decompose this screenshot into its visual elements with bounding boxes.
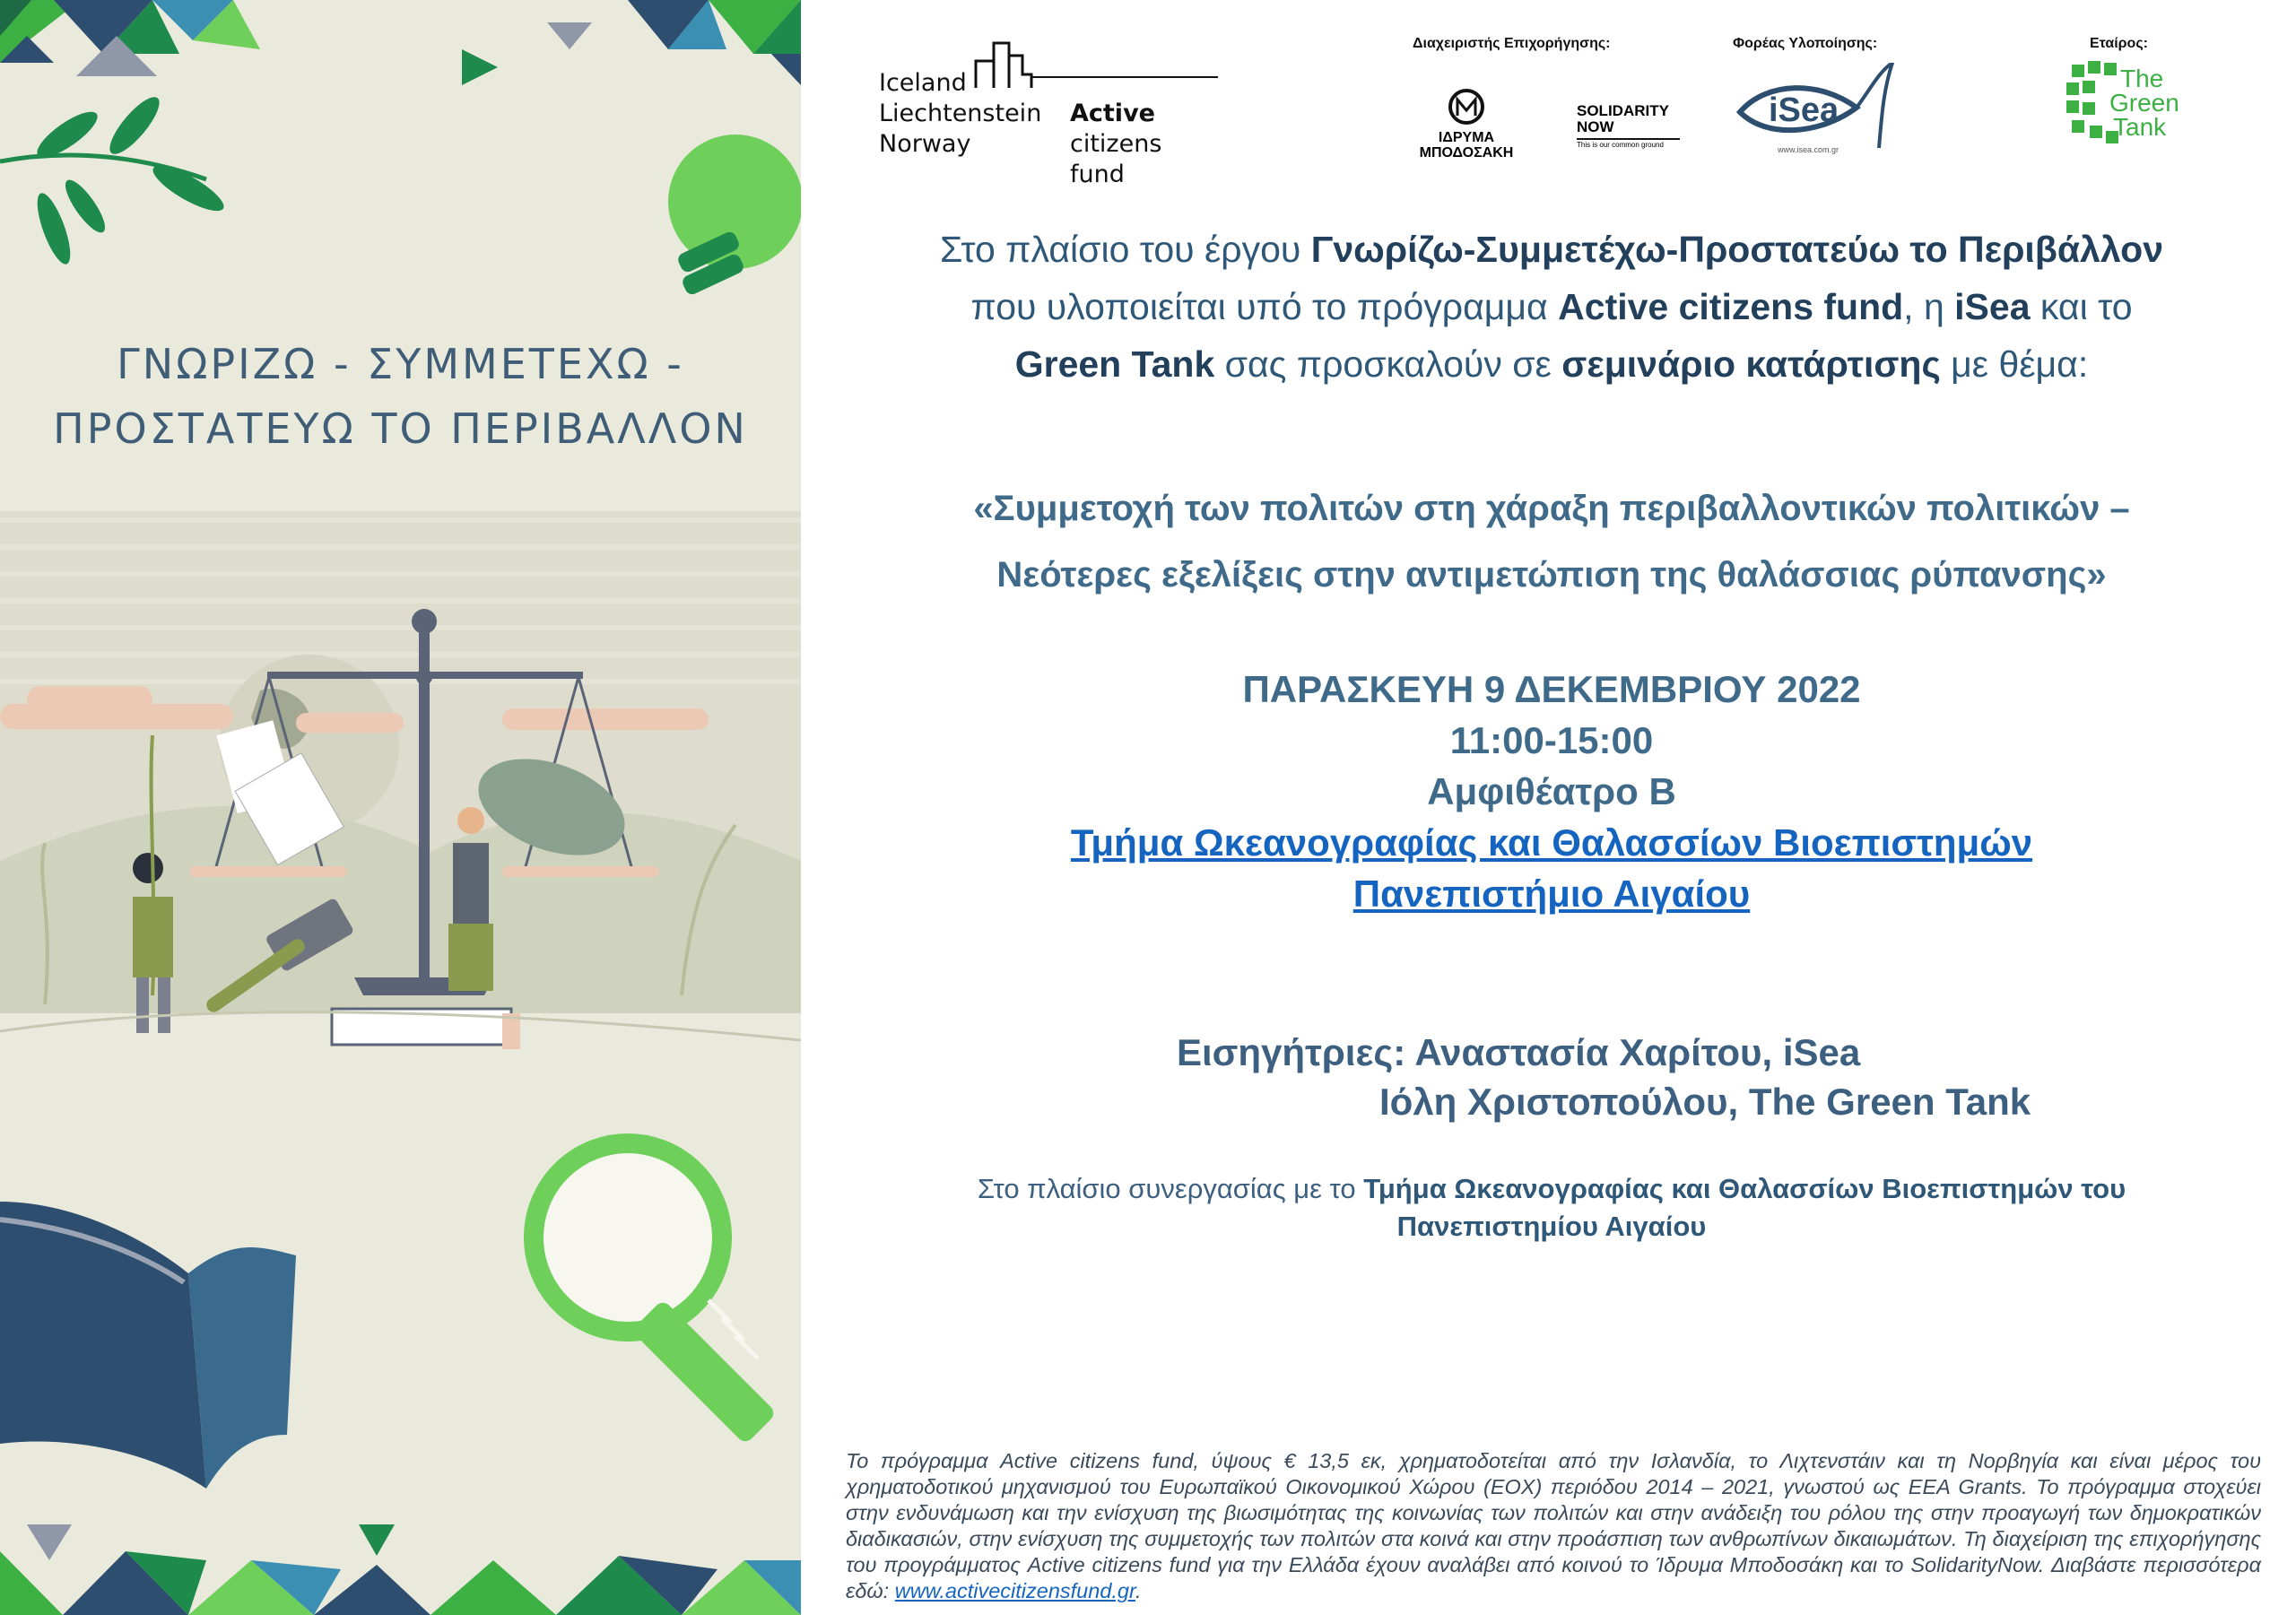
project-name: Γνωρίζω-Συμμετέχω-Προστατεύω το Περιβάλλον: [1310, 229, 2164, 270]
collaboration-note: [834, 1170, 2269, 1246]
green-tank-line2: Green: [2109, 89, 2179, 117]
environment-illustration: [0, 0, 801, 1615]
bodossaki-name: ΙΔΡΥΜΑ ΜΠΟΔΟΣΑΚΗ: [1419, 130, 1514, 161]
event-time: 11:00-15:00: [1449, 719, 1654, 761]
implementer-label: Φορέας Υλοποίησης:: [1733, 36, 1878, 51]
solidarity-line1: SOLIDARITY: [1577, 102, 1669, 119]
seminar-title: [834, 475, 2269, 608]
top-triangle-pattern: [0, 0, 801, 85]
collab-text: Στο πλαίσιο συνεργασίας με το: [977, 1173, 1364, 1204]
isea-inline-name: iSea: [1954, 286, 2031, 327]
intro-text-1: Στο πλαίσιο του έργου: [939, 229, 1311, 270]
seminar-title-line1: «Συμμετοχή των πολιτών στη χάραξη περιβαλλοντικών πολιτικών –: [973, 489, 2130, 528]
open-book-icon: [0, 1202, 296, 1489]
intro-text-5: σας προσκαλούν σε: [1214, 343, 1562, 385]
partner-label: Εταίρος:: [2090, 36, 2148, 51]
acf-country-iceland: Iceland: [879, 69, 967, 97]
university-link[interactable]: Πανεπιστήμιο Αιγαίου: [1352, 873, 1751, 915]
left-panel-title: [0, 332, 801, 461]
footer-end: .: [1135, 1579, 1142, 1602]
solidarity-line2: NOW: [1577, 118, 1614, 135]
intro-text-6: με θέμα:: [1940, 343, 2089, 385]
leaf-branch: [0, 91, 229, 268]
program-name: Active citizens fund: [1558, 286, 1904, 327]
event-details: [834, 664, 2269, 919]
light-bulb-icon: [668, 135, 801, 297]
isea-name: iSea: [1769, 91, 1839, 129]
intro-text-2: που υλοποιείται υπό το πρόγραμμα: [970, 286, 1559, 327]
collab-department: Τμήμα Ωκεανογραφίας και Θαλασσίων Βιοεπιστημών του: [1363, 1173, 2126, 1204]
collab-university: Πανεπιστημίου Αιγαίου: [1396, 1211, 1707, 1242]
solidarity-now-logo: [1577, 103, 1680, 157]
intro-text-4: και το: [2030, 286, 2133, 327]
bodossaki-logo: [1413, 85, 1520, 166]
bottom-triangle-pattern: [0, 1524, 801, 1615]
left-title-line2: ΠΡΟΣΤΑΤΕΥΩ ΤΟ ΠΕΡΙΒΑΛΛΟΝ: [53, 404, 748, 453]
department-link[interactable]: Τμήμα Ωκεανογραφίας και Θαλασσίων Βιοεπιστημών: [1070, 821, 2033, 864]
acf-website-link[interactable]: www.activecitizensfund.gr: [894, 1579, 1135, 1602]
seminar-type: σεμινάριο κατάρτισης: [1561, 343, 1941, 385]
event-room: Αμφιθέατρο Β: [1427, 770, 1676, 812]
green-tank-line3: Tank: [2113, 113, 2167, 141]
isea-logo: [1722, 63, 1901, 161]
left-illustration-panel: [0, 0, 801, 1615]
intro-text-3: , η: [1903, 286, 1955, 327]
grant-manager-label: Διαχειριστής Επιχορήγησης:: [1413, 36, 1611, 51]
magnifying-glass-icon: [534, 1143, 777, 1445]
acf-country-norway: Norway: [879, 130, 971, 158]
active-citizens-fund-logo: [879, 34, 1220, 188]
green-tank-line1: The: [2120, 65, 2164, 92]
footer-text: Το πρόγραμμα Active citizens fund, ύψους € 13,5 εκ, χρηματοδοτείται από την Ισλανδία, το Λιχτενστάιν και τη Νορβηγία και είναι μέρος του χρηματοδοτικού μηχανισμού του Ευρωπαϊκού Οικονομικού Χώρου (ΕΟΧ) περιόδου 2014 – 2021, γνωστού ως EEA Grants. Το πρόγραμμα στοχεύει στην ενδυνάμωση και την ενίσχυση της βιωσιμότητας της κοινωνίας των πολιτών και στην ανάδειξη του ρόλου της στην προαγωγή των δημοκρατικών διαδικασιών, στην ενίσχυση της συμμετοχής των πολιτών στα κοινά και στην προάσπιση των ανθρωπίνων δικαιωμάτων. Τη διαχείριση της επιχορήγησης του προγράμματος Active citizens fund για την Ελλάδα έχουν αναλάβει από κοινού το Ίδρυμα Μποδοσάκη και το SolidarityNow. Διαβάστε περισσότερα εδώ:: [846, 1449, 2261, 1602]
speakers-line2: Ιόλη Χριστοπούλου, The Green Tank: [1379, 1081, 2031, 1123]
isea-url: www.isea.com.gr: [1778, 145, 1839, 154]
speakers-line1: Εισηγήτριες: Αναστασία Χαρίτου, iSea: [1177, 1031, 1861, 1073]
solidarity-tagline: This is our common ground: [1577, 138, 1680, 151]
acf-country-liechtenstein: Liechtenstein: [879, 100, 1042, 127]
seminar-title-line2: Νεότερες εξελίξεις στην αντιμετώπιση της θαλάσσιας ρύπανσης»: [996, 555, 2107, 595]
footer-disclaimer: [846, 1448, 2261, 1604]
event-date: ΠΑΡΑΣΚΕΥΗ 9 ΔΕΚΕΜΒΡΙΟΥ 2022: [1242, 668, 1861, 710]
acf-name-line2: citizens fund: [1070, 130, 1162, 188]
green-tank-logo: [2063, 56, 2206, 163]
left-title-line1: ΓΝΩΡΙΖΩ - ΣΥΜΜΕΤΕΧΩ -: [117, 340, 684, 388]
green-tank-inline-name: Green Tank: [1014, 343, 1215, 385]
intro-paragraph: [834, 221, 2269, 393]
acf-name-line1: Active: [1070, 100, 1155, 127]
